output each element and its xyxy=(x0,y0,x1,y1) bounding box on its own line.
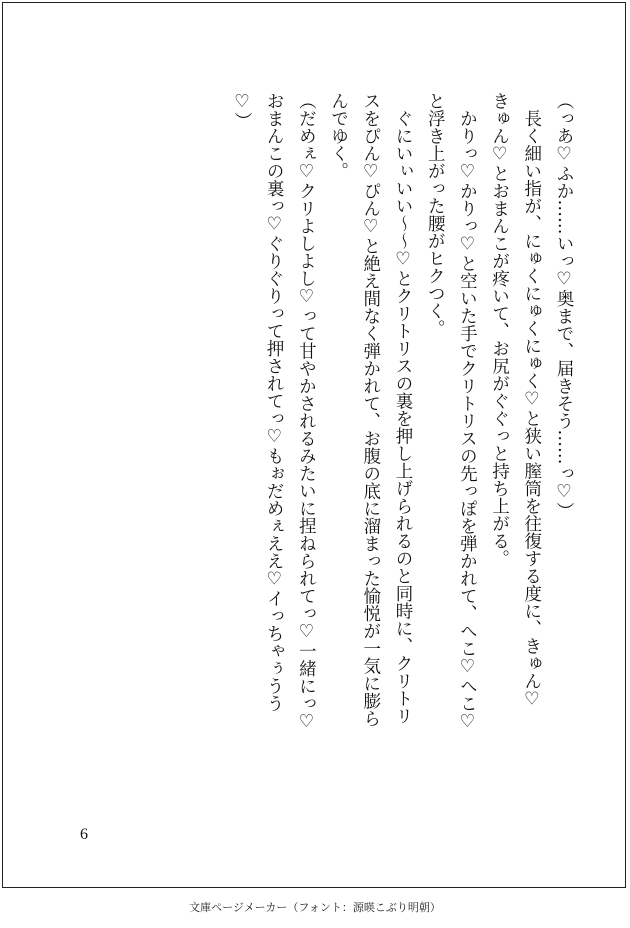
text-column: おまんこの裏っ♡ぐりぐりって押されてっ♡もぉだめぇええ♡イっちゃぅうう xyxy=(264,92,285,712)
text-column: んでゆく。 xyxy=(328,92,349,180)
text-column: と浮き上がった腰がヒクつく。 xyxy=(425,92,446,337)
text-column: （っあ♡ふか……いっ♡奥まで、届きそう……っ♡） xyxy=(554,92,574,520)
text-column: ぐにいぃいい〜〜♡とクリトリスの裏を押し上げられるのと同時に、クリトリ xyxy=(392,92,413,725)
text-column: かりっ♡かりっ♡と空いた手でクリトリスの先っぽを弾かれて、へこ♡へこ♡ xyxy=(457,92,478,732)
vertical-text-body xyxy=(200,92,580,812)
text-column: ♡） xyxy=(231,92,252,130)
text-column: スをぴん♡ぴん♡と絶え間なく弾かれて、お腹の底に溜まった愉悦が一気に膨ら xyxy=(360,92,381,727)
footer-credit: 文庫ページメーカー（フォント：源暎こぶり明朝） xyxy=(189,901,441,914)
text-column: 長く細い指が、にゅくにゅくにゅく♡と狭い膣筒を往復する度に、きゅん♡ xyxy=(521,92,542,710)
text-column: （だめぇ♡クリよしよし♡って甘やかされるみたいに捏ねられてっ♡一緒にっ♡ xyxy=(296,92,317,732)
page-number: 6 xyxy=(80,826,88,843)
text-column: きゅん♡とおまんこが疼いて、お尻がぐぐっと持ち上がる。 xyxy=(489,92,510,567)
